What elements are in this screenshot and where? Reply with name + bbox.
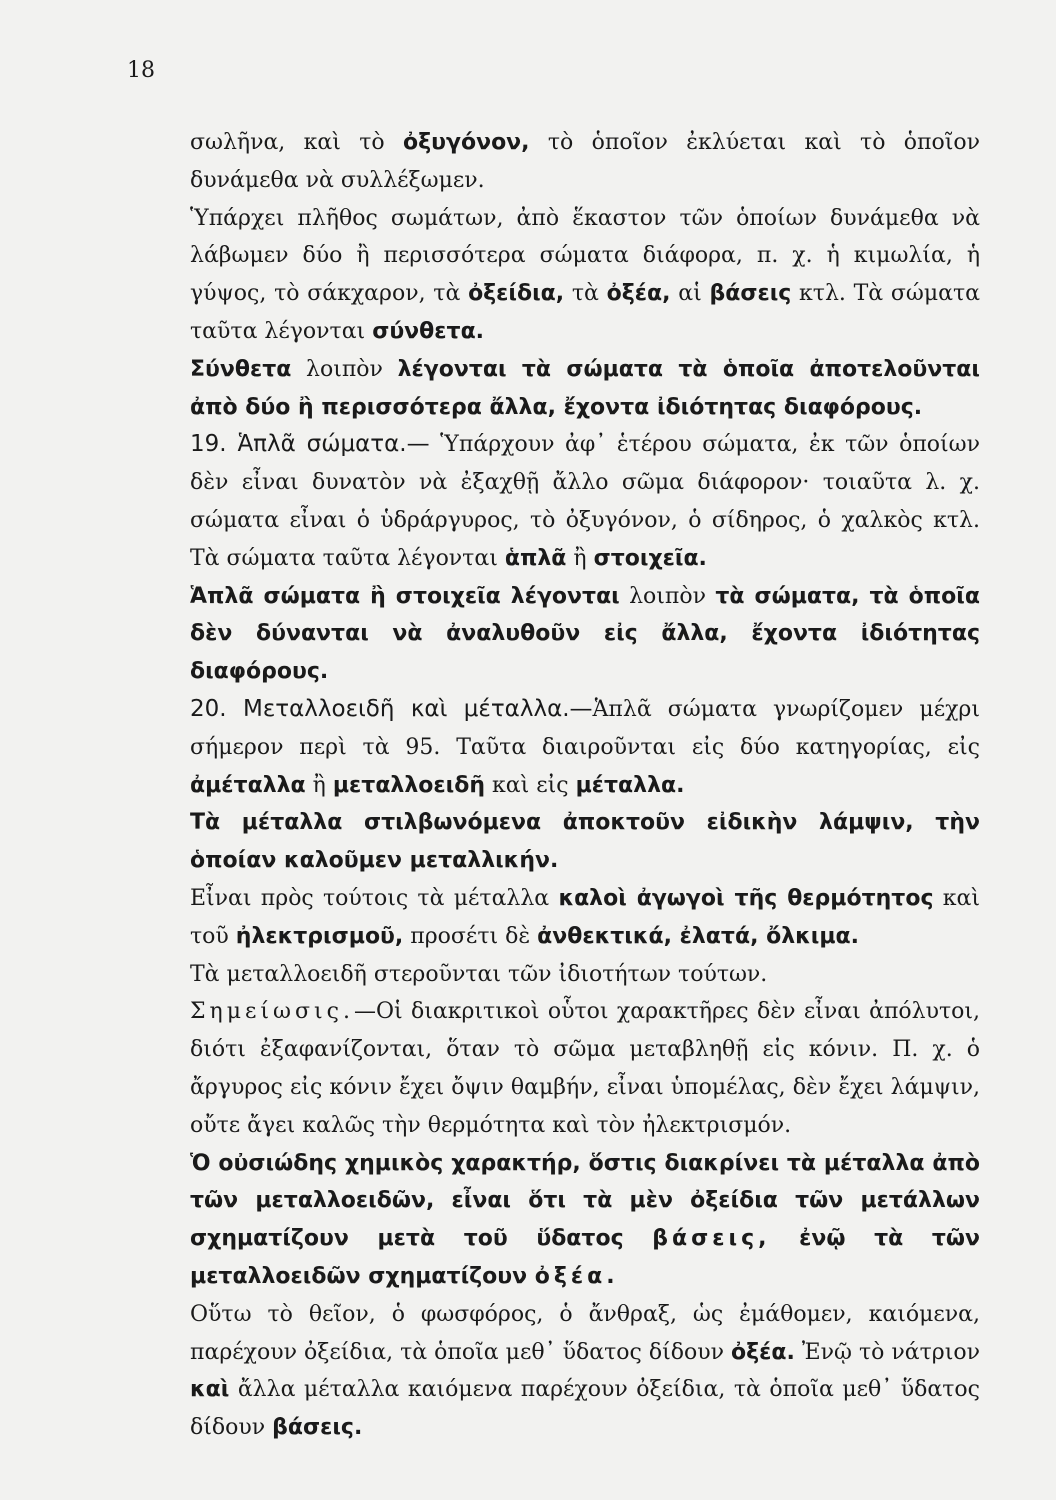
text-run: αἱ bbox=[670, 281, 710, 307]
text-run: Τὰ μεταλλοειδῆ στεροῦνται τῶν ἰδιοτήτων τούτων. bbox=[190, 961, 768, 987]
text-run: βάσεις, bbox=[652, 1226, 771, 1252]
para-8 bbox=[190, 880, 980, 956]
text-run: προσέτι δὲ bbox=[403, 923, 538, 949]
text-run: Οὕτω τὸ θεῖον, ὁ φωσφόρος, ὁ ἄνθραξ, ὡς ἐμάθομεν, καιόμενα, παρέχουν ὀξείδια, τὰ ὁποῖα μεθ᾽ ὕδατος δίδουν bbox=[190, 1301, 980, 1365]
text-run: ἄλλα μέταλλα καιόμενα παρέχουν ὀξείδια, τὰ ὁποῖα μεθ᾽ ὕδατος δίδουν bbox=[190, 1377, 980, 1441]
text-run: ὀξέα. bbox=[730, 1339, 795, 1365]
text-run: ἢ bbox=[566, 545, 594, 571]
text-run: καλοὶ ἀγωγοὶ τῆς θερμότητος bbox=[558, 885, 934, 911]
text-run: στοιχεῖα. bbox=[593, 545, 707, 571]
text-run: μεταλλοειδῆ bbox=[332, 772, 485, 798]
text-run: σωλῆνα, καὶ τὸ bbox=[190, 130, 404, 155]
text-run: Εἶναι πρὸς τούτοις τὰ μέταλλα bbox=[190, 885, 559, 911]
para-1 bbox=[190, 124, 980, 200]
para-4 bbox=[190, 426, 980, 577]
text-run: μέταλλα. bbox=[575, 772, 685, 798]
body-text bbox=[190, 124, 980, 1447]
text-run: λοιπὸν bbox=[291, 356, 398, 382]
text-run: ὀξέα, bbox=[606, 281, 671, 307]
text-run: ὀξείδια, bbox=[468, 281, 565, 307]
text-run: ὀξυγόνον, bbox=[403, 130, 530, 155]
text-run: ἀμέταλλα bbox=[190, 772, 306, 798]
text-run: 19. Ἁπλᾶ σώματα.— bbox=[190, 431, 430, 458]
para-10 bbox=[190, 993, 980, 1144]
text-run: Ἁπλᾶ σώματα γνωρίζομεν μέχρι σήμερον περὶ τὰ 95. Ταῦτα διαιροῦνται εἰς δύο κατηγορίας, εἰς bbox=[190, 696, 980, 760]
text-run: ἐνῷ τὰ τῶν μεταλλοειδῶν σχηματίζουν bbox=[190, 1226, 980, 1289]
text-run: βάσεις. bbox=[272, 1415, 363, 1441]
para-11 bbox=[190, 1145, 980, 1296]
text-run: βάσεις bbox=[709, 281, 792, 307]
text-run: ἁπλᾶ bbox=[504, 545, 567, 571]
text-run: Ὁ οὐσιώδης χημικὸς χαρακτήρ, ὅστις διακρίνει τὰ μέταλλα ἀπὸ τῶν μεταλλοειδῶν, εἶναι ὅτι τὰ μὲν ὀξείδια τῶν μετάλλων σχηματίζουν μετὰ τοῦ ὕδατος bbox=[190, 1150, 980, 1252]
para-2 bbox=[190, 200, 980, 351]
para-9 bbox=[190, 956, 980, 994]
text-run: λέγονται τὰ σώματα τὰ ὁποῖα ἀποτελοῦνται ἀπὸ δύο ἢ περισσότερα ἄλλα, ἔχοντα ἰδιότητας διαφόρους. bbox=[190, 356, 980, 420]
para-6 bbox=[190, 691, 980, 804]
text-run: τὰ bbox=[564, 281, 607, 307]
text-run: ὀξέα. bbox=[534, 1263, 619, 1289]
page-number: 18 bbox=[127, 58, 155, 83]
para-7 bbox=[190, 804, 980, 880]
para-3 bbox=[190, 351, 980, 427]
text-run: σύνθετα. bbox=[372, 318, 485, 344]
text-run: λοιπὸν bbox=[619, 583, 716, 609]
text-run: καὶ τοῦ bbox=[190, 885, 980, 949]
text-run: Ἐνῷ τὸ νάτριον bbox=[794, 1339, 980, 1365]
text-run: Ὑπάρχουν ἀφ᾽ ἑτέρου σώματα, ἐκ τῶν ὁποίων δὲν εἶναι δυνατὸν νὰ ἐξαχθῇ ἄλλο σῶμα διάφορον· τοιαῦτα λ. χ. σώματα εἶναι ὁ ὑδράργυρος, τὸ ὀξυγόνον, ὁ σίδηρος, ὁ χαλκὸς κτλ. Τὰ σώματα ταῦτα λέγονται bbox=[190, 432, 980, 571]
text-run: 20. Μεταλλοειδῆ καὶ μέταλλα.— bbox=[190, 695, 593, 722]
text-run: Τὰ μέταλλα στιλβωνόμενα ἀποκτοῦν εἰδικὴν λάμψιν, τὴν ὁποίαν καλοῦμεν μεταλλικήν. bbox=[190, 810, 980, 874]
text-run: τὸ ὁποῖον ἐκλύεται καὶ τὸ ὁποῖον δυνάμεθα νὰ συλλέξωμεν. bbox=[190, 130, 981, 193]
text-run: Σύνθετα bbox=[190, 356, 292, 382]
text-run: Ὑπάρχει πλῆθος σωμάτων, ἀπὸ ἕκαστον τῶν ὁποίων δυνάμεθα νὰ λάβωμεν δύο ἢ περισσότερα σώματα διάφορα, π. χ. ἡ κιμωλία, ἡ γύψος, τὸ σάκχαρον, τὰ bbox=[190, 205, 980, 307]
para-12 bbox=[190, 1296, 980, 1447]
text-run: τὰ σώματα, τὰ ὁποῖα δὲν δύνανται νὰ ἀναλυθοῦν εἰς ἄλλα, ἔχοντα ἰδιότητας διαφόρους. bbox=[190, 583, 980, 685]
text-run: καὶ bbox=[190, 1377, 230, 1403]
text-run: ἠλεκτρισμοῦ, bbox=[235, 923, 404, 949]
text-run: κτλ. Τὰ σώματα ταῦτα λέγονται bbox=[190, 281, 981, 344]
text-run: ἀνθεκτικά, ἐλατά, ὄλκιμα. bbox=[537, 923, 859, 949]
text-run: Σημείωσις. bbox=[190, 999, 354, 1025]
text-run: Ἁπλᾶ σώματα ἢ στοιχεῖα λέγονται bbox=[190, 583, 620, 609]
text-run: ἢ bbox=[305, 772, 333, 798]
text-run: —Οἱ διακριτικοὶ οὗτοι χαρακτῆρες δὲν εἶναι ἀπόλυτοι, διότι ἐξαφανίζονται, ὅταν τὸ σῶμα μεταβληθῇ εἰς κόνιν. Π. χ. ὁ ἄργυρος εἰς κόνιν ἔχει ὄψιν θαμβήν, εἶναι ὑπομέλας, δὲν ἔχει λάμψιν, οὔτε ἄγει καλῶς τὴν θερμότητα καὶ τὸν ἠλεκτρισμόν. bbox=[190, 999, 980, 1138]
para-5 bbox=[190, 578, 980, 691]
text-run: καὶ εἰς bbox=[485, 772, 576, 798]
